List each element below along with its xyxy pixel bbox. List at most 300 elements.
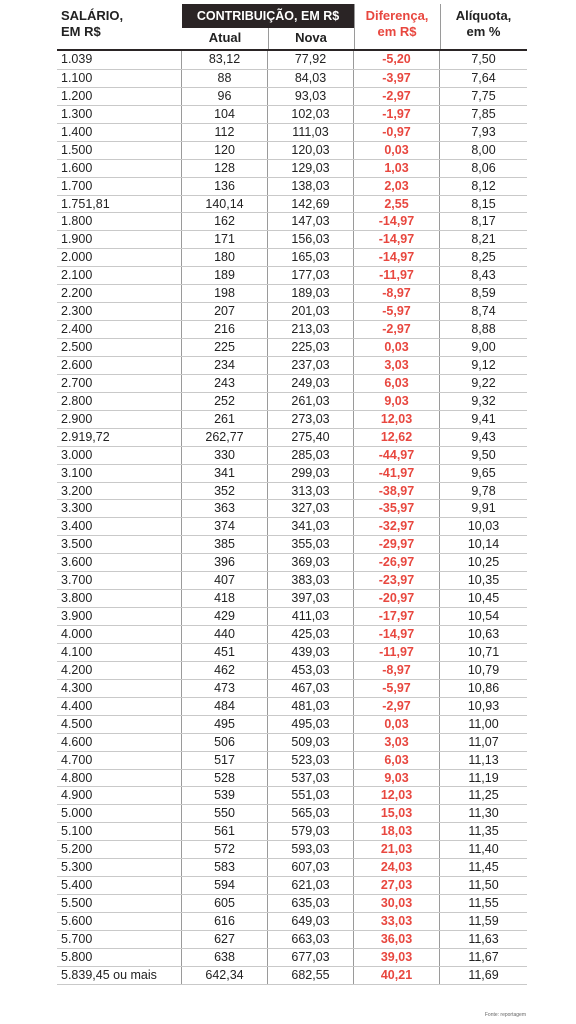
header-diferenca-line2: em R$	[377, 24, 417, 39]
cell-nova: 93,03	[268, 88, 354, 105]
table-row	[57, 159, 527, 177]
cell-nova: 120,03	[268, 142, 354, 159]
cell-atual: 572	[182, 841, 268, 858]
cell-diferenca: 30,03	[354, 895, 440, 912]
table-row	[57, 589, 527, 607]
cell-nova: 481,03	[268, 698, 354, 715]
cell-atual: 451	[182, 644, 268, 661]
cell-salario: 5.000	[57, 805, 182, 822]
cell-salario: 4.500	[57, 716, 182, 733]
cell-atual: 112	[182, 124, 268, 141]
header-atual: Atual	[208, 30, 242, 45]
cell-aliquota: 10,54	[467, 609, 500, 624]
table-body	[57, 51, 527, 985]
cell-diferenca: -2,97	[354, 321, 440, 338]
cell-salario: 1.300	[57, 106, 182, 123]
cell-nova: 213,03	[268, 321, 354, 338]
cell-atual: 418	[182, 590, 268, 607]
cell-nova: 111,03	[268, 124, 354, 141]
cell-atual: 462	[182, 662, 268, 679]
cell-aliquota: 11,19	[468, 770, 499, 785]
cell-nova: 225,03	[268, 339, 354, 356]
cell-nova: 537,03	[268, 770, 354, 787]
cell-aliquota: 11,40	[468, 842, 499, 857]
cell-aliquota: 11,07	[468, 734, 499, 749]
cell-salario: 5.100	[57, 823, 182, 840]
cell-aliquota: 11,30	[468, 806, 499, 821]
cell-nova: 189,03	[268, 285, 354, 302]
cell-diferenca: 15,03	[354, 805, 440, 822]
cell-atual: 583	[182, 859, 268, 876]
cell-diferenca: 18,03	[354, 823, 440, 840]
table-row	[57, 840, 527, 858]
table-row	[57, 715, 527, 733]
cell-salario: 2.800	[57, 393, 182, 410]
cell-aliquota: 11,63	[468, 931, 499, 946]
cell-nova: 129,03	[268, 160, 354, 177]
table-row	[57, 105, 527, 123]
cell-salario: 2.100	[57, 267, 182, 284]
cell-salario: 3.300	[57, 500, 182, 517]
cell-diferenca: -11,97	[354, 267, 440, 284]
cell-atual: 616	[182, 913, 268, 930]
cell-atual: 440	[182, 626, 268, 643]
cell-aliquota: 11,50	[468, 878, 499, 893]
cell-salario: 5.700	[57, 931, 182, 948]
cell-salario: 3.500	[57, 536, 182, 553]
cell-salario: 1.200	[57, 88, 182, 105]
cell-diferenca: -14,97	[354, 626, 440, 643]
cell-salario: 4.100	[57, 644, 182, 661]
table-row	[57, 248, 527, 266]
cell-salario: 3.100	[57, 465, 182, 482]
cell-aliquota: 9,65	[471, 465, 496, 480]
cell-diferenca: -32,97	[354, 518, 440, 535]
cell-aliquota: 9,50	[471, 447, 496, 462]
cell-nova: 607,03	[268, 859, 354, 876]
cell-atual: 407	[182, 572, 268, 589]
cell-diferenca: 21,03	[354, 841, 440, 858]
cell-atual: 140,14	[182, 196, 268, 213]
cell-diferenca: 27,03	[354, 877, 440, 894]
header-divider	[268, 28, 269, 51]
cell-atual: 234	[182, 357, 268, 374]
cell-atual: 528	[182, 770, 268, 787]
table-row	[57, 553, 527, 571]
cell-nova: 425,03	[268, 626, 354, 643]
cell-salario: 1.800	[57, 213, 182, 230]
cell-diferenca: -5,97	[354, 303, 440, 320]
cell-salario: 5.800	[57, 949, 182, 966]
cell-diferenca: 36,03	[354, 931, 440, 948]
cell-nova: 138,03	[268, 178, 354, 195]
table-row	[57, 212, 527, 230]
cell-aliquota: 8,15	[471, 196, 496, 211]
cell-aliquota: 7,85	[471, 106, 496, 121]
table-row	[57, 607, 527, 625]
cell-nova: 635,03	[268, 895, 354, 912]
cell-atual: 216	[182, 321, 268, 338]
cell-nova: 327,03	[268, 500, 354, 517]
cell-aliquota: 11,67	[468, 949, 499, 964]
table-row	[57, 733, 527, 751]
cell-aliquota: 10,79	[467, 662, 500, 677]
cell-salario: 4.000	[57, 626, 182, 643]
table-row	[57, 625, 527, 643]
cell-atual: 385	[182, 536, 268, 553]
cell-salario: 2.700	[57, 375, 182, 392]
table-row	[57, 446, 527, 464]
cell-atual: 225	[182, 339, 268, 356]
cell-salario: 2.200	[57, 285, 182, 302]
cell-diferenca: 2,55	[354, 196, 440, 213]
cell-aliquota: 9,32	[471, 393, 496, 408]
cell-diferenca: -5,20	[354, 51, 440, 69]
cell-diferenca: -41,97	[354, 465, 440, 482]
cell-diferenca: -2,97	[354, 88, 440, 105]
cell-aliquota: 8,59	[471, 286, 496, 301]
cell-aliquota: 7,64	[471, 70, 496, 85]
cell-salario: 3.000	[57, 447, 182, 464]
table-row	[57, 948, 527, 966]
source-note: Fonte: reportagem	[484, 1012, 526, 1018]
cell-aliquota: 10,93	[467, 698, 500, 713]
cell-atual: 243	[182, 375, 268, 392]
cell-salario: 5.200	[57, 841, 182, 858]
cell-atual: 539	[182, 787, 268, 804]
cell-salario: 1.100	[57, 70, 182, 87]
cell-atual: 120	[182, 142, 268, 159]
header-aliquota-line2: em %	[466, 24, 501, 39]
cell-aliquota: 10,35	[467, 573, 500, 588]
cell-aliquota: 10,03	[467, 519, 500, 534]
cell-diferenca: 0,03	[354, 142, 440, 159]
header-aliquota	[440, 8, 527, 40]
cell-diferenca: -20,97	[354, 590, 440, 607]
cell-salario: 1.751,81	[57, 196, 182, 213]
cell-nova: 102,03	[268, 106, 354, 123]
cell-nova: 663,03	[268, 931, 354, 948]
table-row	[57, 392, 527, 410]
header-aliquota-line1: Alíquota,	[455, 8, 512, 23]
table-row	[57, 697, 527, 715]
cell-aliquota: 11,00	[468, 716, 499, 731]
cell-salario: 4.900	[57, 787, 182, 804]
table-row	[57, 410, 527, 428]
cell-aliquota: 10,71	[467, 644, 500, 659]
cell-atual: 642,34	[182, 967, 268, 984]
cell-aliquota: 11,69	[468, 967, 499, 982]
table-row	[57, 141, 527, 159]
cell-nova: 411,03	[268, 608, 354, 625]
cell-atual: 189	[182, 267, 268, 284]
cell-nova: 677,03	[268, 949, 354, 966]
cell-atual: 506	[182, 734, 268, 751]
cell-atual: 561	[182, 823, 268, 840]
cell-atual: 363	[182, 500, 268, 517]
cell-diferenca: -8,97	[354, 285, 440, 302]
cell-salario: 3.200	[57, 483, 182, 500]
cell-aliquota: 11,35	[468, 824, 499, 839]
table-row	[57, 751, 527, 769]
cell-salario: 4.800	[57, 770, 182, 787]
cell-diferenca: -8,97	[354, 662, 440, 679]
cell-atual: 495	[182, 716, 268, 733]
cell-aliquota: 7,93	[471, 124, 496, 139]
cell-aliquota: 10,14	[467, 537, 500, 552]
cell-aliquota: 9,22	[471, 375, 496, 390]
table-row	[57, 302, 527, 320]
cell-nova: 565,03	[268, 805, 354, 822]
cell-diferenca: -35,97	[354, 500, 440, 517]
cell-nova: 165,03	[268, 249, 354, 266]
cell-atual: 96	[182, 88, 268, 105]
cell-nova: 369,03	[268, 554, 354, 571]
table-row	[57, 499, 527, 517]
cell-diferenca: -44,97	[354, 447, 440, 464]
cell-salario: 2.000	[57, 249, 182, 266]
cell-nova: 147,03	[268, 213, 354, 230]
table-header	[57, 4, 527, 51]
table-row	[57, 195, 527, 213]
cell-atual: 396	[182, 554, 268, 571]
cell-nova: 84,03	[268, 70, 354, 87]
cell-aliquota: 8,43	[471, 268, 496, 283]
cell-nova: 383,03	[268, 572, 354, 589]
cell-nova: 579,03	[268, 823, 354, 840]
cell-aliquota: 9,78	[471, 483, 496, 498]
cell-nova: 467,03	[268, 680, 354, 697]
cell-salario: 5.839,45 ou mais	[57, 967, 182, 984]
cell-aliquota: 10,86	[467, 680, 500, 695]
cell-atual: 341	[182, 465, 268, 482]
cell-aliquota: 8,74	[471, 304, 496, 319]
cell-nova: 275,40	[268, 429, 354, 446]
cell-aliquota: 11,13	[468, 752, 499, 767]
header-divider	[354, 4, 355, 51]
cell-salario: 2.600	[57, 357, 182, 374]
cell-diferenca: 3,03	[354, 357, 440, 374]
cell-aliquota: 11,59	[468, 914, 499, 928]
cell-atual: 88	[182, 70, 268, 87]
cell-diferenca: 2,03	[354, 178, 440, 195]
cell-salario: 1.900	[57, 231, 182, 248]
cell-nova: 261,03	[268, 393, 354, 410]
table-row	[57, 822, 527, 840]
cell-nova: 249,03	[268, 375, 354, 392]
cell-aliquota: 7,75	[471, 88, 496, 103]
cell-diferenca: 39,03	[354, 949, 440, 966]
cell-diferenca: -29,97	[354, 536, 440, 553]
cell-aliquota: 9,41	[471, 411, 496, 426]
cell-aliquota: 10,45	[467, 591, 500, 606]
cell-nova: 201,03	[268, 303, 354, 320]
cell-atual: 162	[182, 213, 268, 230]
cell-aliquota: 8,12	[471, 178, 496, 193]
table-row	[57, 266, 527, 284]
cell-diferenca: -11,97	[354, 644, 440, 661]
cell-nova: 649,03	[268, 913, 354, 930]
cell-salario: 2.500	[57, 339, 182, 356]
table-row	[57, 966, 527, 984]
cell-nova: 551,03	[268, 787, 354, 804]
cell-nova: 299,03	[268, 465, 354, 482]
cell-aliquota: 11,55	[468, 896, 499, 911]
cell-atual: 261	[182, 411, 268, 428]
table-row	[57, 643, 527, 661]
cell-salario: 5.300	[57, 859, 182, 876]
cell-aliquota: 11,25	[468, 788, 499, 803]
cell-nova: 313,03	[268, 483, 354, 500]
cell-aliquota: 9,43	[471, 429, 496, 444]
cell-diferenca: 0,03	[354, 716, 440, 733]
cell-atual: 594	[182, 877, 268, 894]
cell-salario: 1.700	[57, 178, 182, 195]
cell-salario: 3.900	[57, 608, 182, 625]
cell-diferenca: -3,97	[354, 70, 440, 87]
cell-atual: 517	[182, 752, 268, 769]
cell-nova: 237,03	[268, 357, 354, 374]
cell-aliquota: 10,63	[467, 627, 500, 641]
table-row	[57, 320, 527, 338]
table-row	[57, 769, 527, 787]
cell-salario: 5.500	[57, 895, 182, 912]
table-row	[57, 123, 527, 141]
cell-aliquota: 8,21	[471, 232, 496, 247]
table-row	[57, 51, 527, 69]
cell-salario: 1.039	[57, 51, 182, 69]
header-salario-line2: EM R$	[61, 24, 101, 39]
cell-atual: 330	[182, 447, 268, 464]
table-row	[57, 338, 527, 356]
cell-salario: 3.700	[57, 572, 182, 589]
cell-atual: 128	[182, 160, 268, 177]
cell-atual: 484	[182, 698, 268, 715]
cell-diferenca: 6,03	[354, 752, 440, 769]
cell-aliquota: 9,91	[471, 501, 496, 516]
cell-aliquota: 9,12	[471, 357, 496, 372]
cell-atual: 171	[182, 231, 268, 248]
header-contribuicao: CONTRIBUIÇÃO, EM R$	[182, 4, 354, 28]
cell-diferenca: -14,97	[354, 231, 440, 248]
cell-nova: 439,03	[268, 644, 354, 661]
cell-diferenca: -0,97	[354, 124, 440, 141]
cell-nova: 682,55	[268, 967, 354, 984]
cell-nova: 177,03	[268, 267, 354, 284]
cell-salario: 2.400	[57, 321, 182, 338]
cell-atual: 473	[182, 680, 268, 697]
cell-diferenca: -14,97	[354, 249, 440, 266]
cell-salario: 4.300	[57, 680, 182, 697]
cell-salario: 4.600	[57, 734, 182, 751]
cell-nova: 621,03	[268, 877, 354, 894]
cell-diferenca: 40,21	[354, 967, 440, 984]
table-row	[57, 482, 527, 500]
table-row	[57, 517, 527, 535]
cell-aliquota: 8,00	[471, 142, 496, 157]
cell-diferenca: 12,03	[354, 411, 440, 428]
cell-salario: 2.919,72	[57, 429, 182, 446]
cell-salario: 2.300	[57, 303, 182, 320]
table-row	[57, 661, 527, 679]
cell-aliquota: 8,25	[471, 250, 496, 265]
cell-atual: 83,12	[182, 51, 268, 69]
cell-diferenca: 0,03	[354, 339, 440, 356]
cell-atual: 374	[182, 518, 268, 535]
cell-diferenca: 3,03	[354, 734, 440, 751]
cell-atual: 429	[182, 608, 268, 625]
cell-diferenca: 24,03	[354, 859, 440, 876]
cell-salario: 4.700	[57, 752, 182, 769]
cell-atual: 627	[182, 931, 268, 948]
cell-atual: 638	[182, 949, 268, 966]
cell-atual: 262,77	[182, 429, 268, 446]
cell-atual: 352	[182, 483, 268, 500]
cell-aliquota: 8,06	[471, 160, 496, 175]
cell-nova: 77,92	[268, 51, 354, 69]
cell-salario: 1.500	[57, 142, 182, 159]
cell-diferenca: -17,97	[354, 608, 440, 625]
table-row	[57, 284, 527, 302]
cell-diferenca: 1,03	[354, 160, 440, 177]
cell-nova: 509,03	[268, 734, 354, 751]
header-nova: Nova	[295, 30, 327, 45]
table-row	[57, 571, 527, 589]
table-row	[57, 87, 527, 105]
cell-diferenca: 12,62	[354, 429, 440, 446]
cell-aliquota: 10,25	[467, 555, 500, 570]
table-row	[57, 858, 527, 876]
cell-salario: 1.400	[57, 124, 182, 141]
header-divider	[440, 4, 441, 51]
cell-salario: 3.600	[57, 554, 182, 571]
cell-atual: 198	[182, 285, 268, 302]
table-row	[57, 930, 527, 948]
table-row	[57, 912, 527, 930]
cell-diferenca: 33,03	[354, 913, 440, 930]
cell-nova: 355,03	[268, 536, 354, 553]
table-row	[57, 876, 527, 894]
cell-diferenca: -26,97	[354, 554, 440, 571]
table-row	[57, 894, 527, 912]
cell-diferenca: 12,03	[354, 787, 440, 804]
cell-nova: 142,69	[268, 196, 354, 213]
cell-nova: 523,03	[268, 752, 354, 769]
cell-diferenca: -5,97	[354, 680, 440, 697]
cell-nova: 453,03	[268, 662, 354, 679]
cell-atual: 104	[182, 106, 268, 123]
cell-aliquota: 8,88	[471, 322, 496, 337]
cell-aliquota: 11,45	[468, 860, 499, 875]
table-row	[57, 679, 527, 697]
contribution-table	[57, 4, 527, 985]
table-row	[57, 374, 527, 392]
table-row	[57, 428, 527, 446]
header-salario-line1: SALÁRIO,	[61, 8, 124, 23]
cell-atual: 180	[182, 249, 268, 266]
cell-atual: 136	[182, 178, 268, 195]
cell-atual: 207	[182, 303, 268, 320]
table-row	[57, 356, 527, 374]
header-diferenca-line1: Diferença,	[365, 8, 429, 23]
cell-nova: 156,03	[268, 231, 354, 248]
cell-salario: 4.200	[57, 662, 182, 679]
cell-diferenca: -38,97	[354, 483, 440, 500]
cell-salario: 2.900	[57, 411, 182, 428]
cell-nova: 397,03	[268, 590, 354, 607]
cell-diferenca: -23,97	[354, 572, 440, 589]
cell-nova: 495,03	[268, 716, 354, 733]
